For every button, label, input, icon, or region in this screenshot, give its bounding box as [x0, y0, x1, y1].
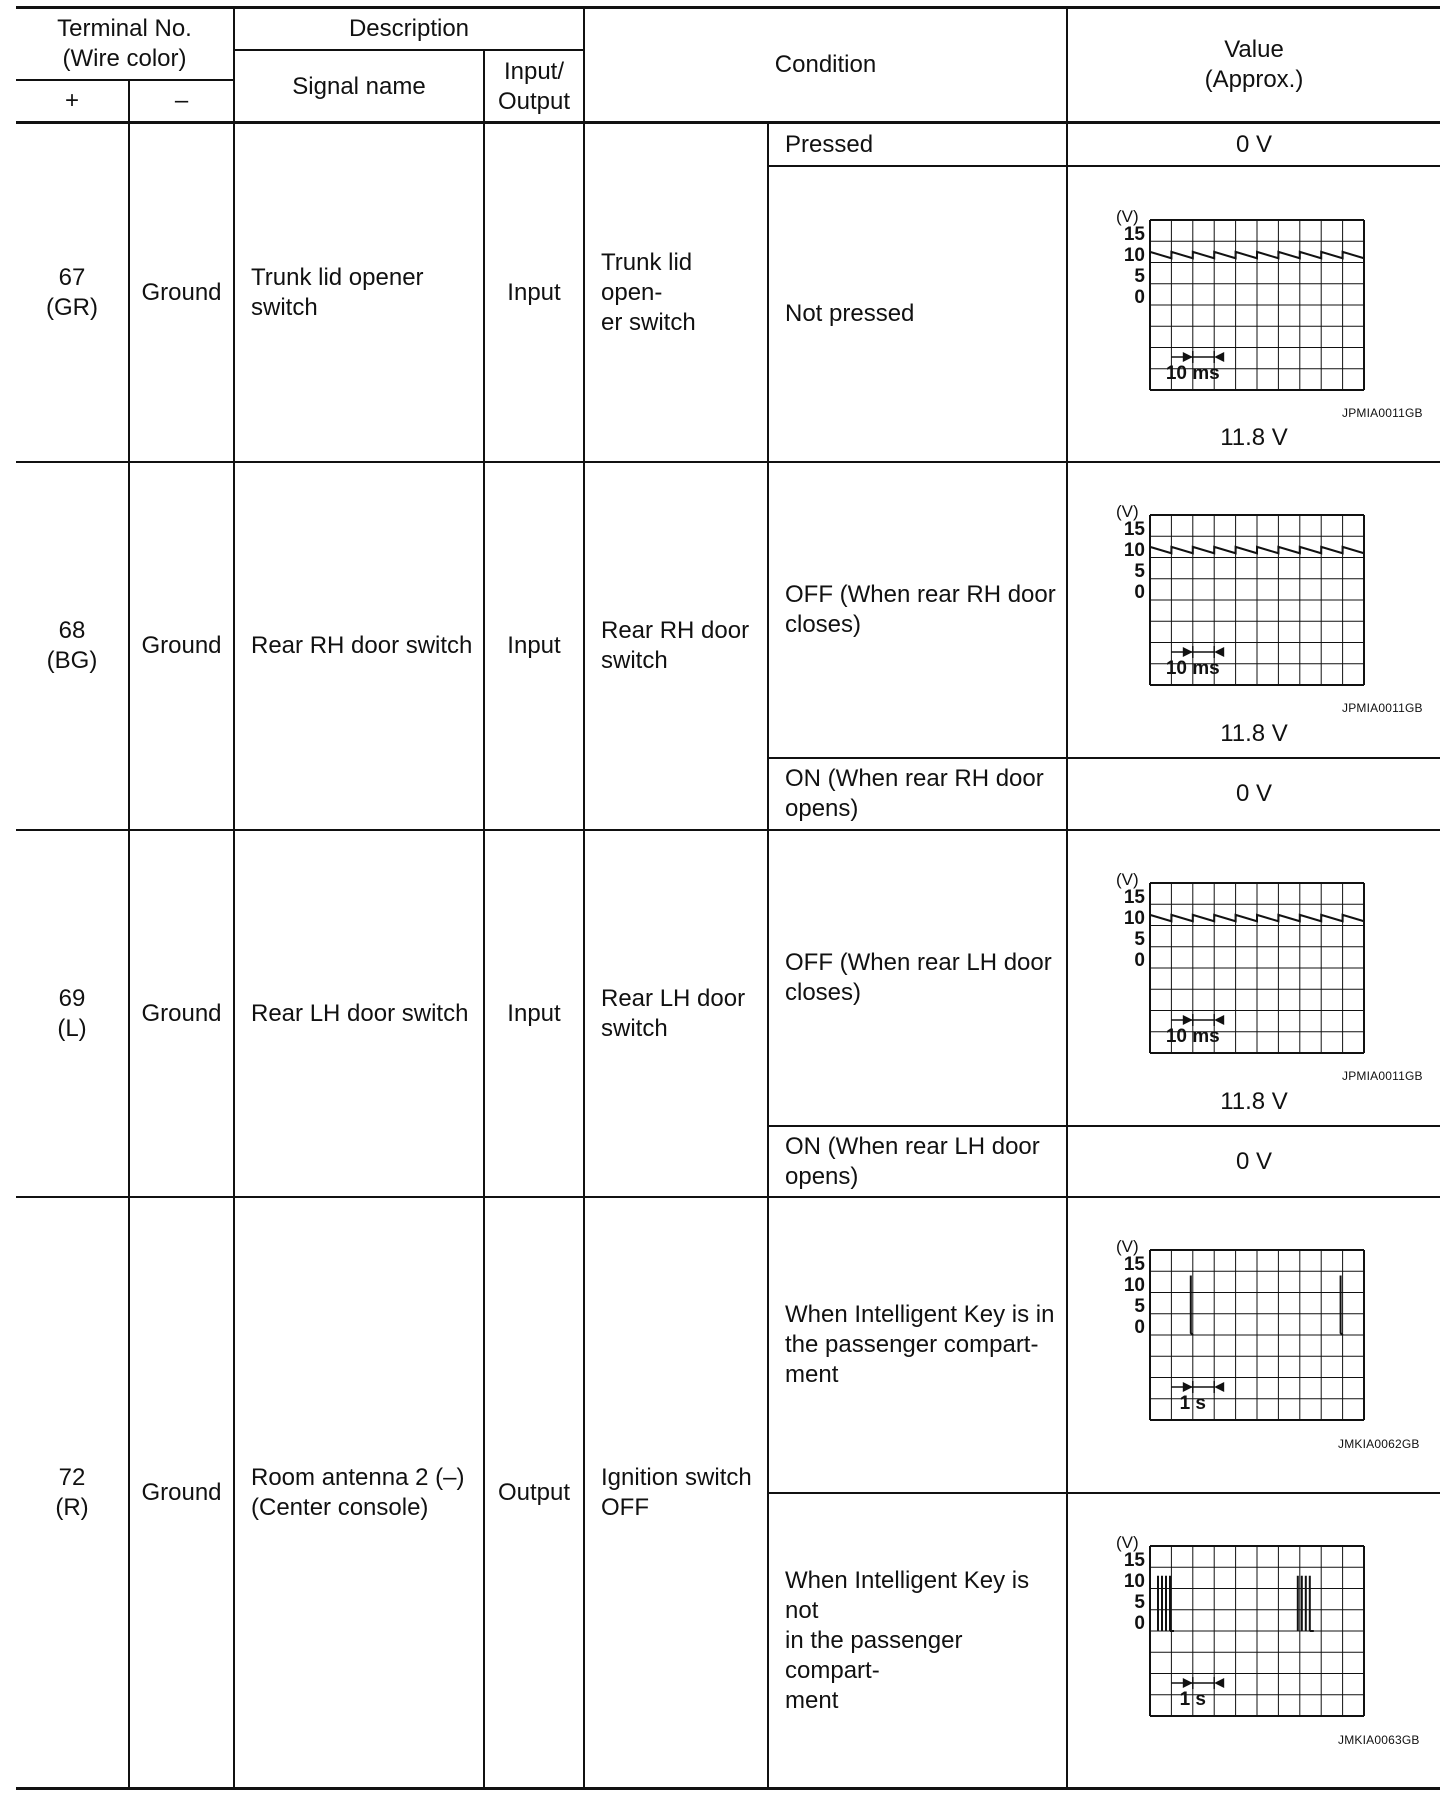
axis-tick-label: 15 [1123, 887, 1145, 908]
time-scale-arrow [1214, 352, 1224, 362]
time-scale-label: 1 s [1179, 1393, 1207, 1414]
condition-main: Trunk lid open- er switch [601, 248, 696, 336]
figure-code: JPMIA0011GB [1342, 1069, 1423, 1083]
axis-tick-label: 0 [1134, 287, 1145, 308]
condition-state: When Intelligent Key is in the passenger compart- ment [785, 1301, 1055, 1388]
axis-unit-label: (V) [1116, 870, 1139, 889]
axis-tick-label: 5 [1134, 266, 1145, 287]
condition-state: Pressed [785, 130, 874, 158]
time-scale-arrow [1183, 647, 1193, 657]
oscilloscope-waveform [1115, 870, 1365, 1058]
terminal-number: 72 (R) [55, 1463, 89, 1521]
time-scale-arrow [1183, 1678, 1193, 1688]
axis-tick-label: 0 [1134, 1317, 1145, 1338]
header-input-output: Input/ Output [497, 57, 571, 115]
signal-name: Trunk lid opener switch [251, 263, 424, 321]
oscilloscope-waveform [1115, 1237, 1365, 1425]
signal-name: Room antenna 2 (–) (Center console) [251, 1463, 465, 1521]
waveform-trace [1150, 547, 1364, 553]
terminal-number: 68 (BG) [46, 617, 98, 674]
axis-tick-label: 10 [1123, 245, 1145, 266]
axis-unit-label: (V) [1116, 1237, 1139, 1256]
value-text: 0 V [1235, 1147, 1273, 1175]
figure-code: JPMIA0011GB [1342, 406, 1423, 420]
header-condition: Condition [774, 51, 877, 78]
terminal-number: 67 (GR) [46, 263, 98, 321]
value-text: 0 V [1235, 130, 1273, 158]
waveform-svg [1115, 502, 1365, 690]
time-scale-label: 10 ms [1165, 1026, 1220, 1047]
terminal-ground: Ground [141, 632, 222, 659]
waveform-svg [1115, 1237, 1365, 1425]
table-bottom-rule [16, 1787, 1440, 1790]
axis-unit-label: (V) [1116, 502, 1139, 521]
axis-tick-label: 5 [1134, 561, 1145, 582]
axis-tick-label: 10 [1123, 540, 1145, 561]
header-minus: – [174, 87, 189, 114]
waveform-trace [1150, 252, 1364, 258]
header-plus: + [64, 87, 79, 114]
value-text: 11.8 V [1220, 424, 1288, 451]
axis-tick-label: 15 [1123, 519, 1145, 540]
input-output: Input [507, 632, 561, 659]
value-text: 0 V [1235, 780, 1273, 807]
oscilloscope-waveform [1115, 502, 1365, 690]
header-terminal-no: Terminal No. (Wire color) [57, 14, 192, 72]
waveform-trace [1191, 1276, 1343, 1336]
terminal-ground: Ground [141, 278, 222, 306]
col-rule [1066, 6, 1068, 1789]
terminal-ground: Ground [141, 999, 222, 1027]
time-scale-arrow [1183, 1382, 1193, 1392]
header-value: Value (Approx.) [1204, 36, 1304, 93]
waveform-trace [1150, 915, 1364, 921]
time-scale-label: 10 ms [1165, 658, 1220, 679]
input-output: Input [507, 278, 561, 306]
figure-code: JPMIA0011GB [1342, 701, 1423, 715]
signal-name: Rear LH door switch [251, 999, 469, 1027]
condition-state: ON (When rear LH door opens) [785, 1132, 1040, 1190]
axis-tick-label: 15 [1123, 1550, 1145, 1571]
condition-state: ON (When rear RH door opens) [785, 765, 1044, 822]
time-scale-label: 10 ms [1165, 363, 1220, 384]
axis-unit-label: (V) [1116, 207, 1139, 226]
time-scale-arrow [1183, 352, 1193, 362]
axis-tick-label: 0 [1134, 1613, 1145, 1634]
condition-state: OFF (When rear RH door closes) [785, 581, 1056, 638]
axis-tick-label: 0 [1134, 950, 1145, 971]
condition-main: Ignition switch OFF [601, 1463, 752, 1521]
axis-tick-label: 10 [1123, 1275, 1145, 1296]
input-output: Input [507, 999, 561, 1027]
axis-unit-label: (V) [1116, 1533, 1139, 1552]
axis-tick-label: 0 [1134, 582, 1145, 603]
figure-code: JMKIA0062GB [1338, 1437, 1420, 1451]
axis-tick-label: 15 [1123, 224, 1145, 245]
axis-tick-label: 5 [1134, 1296, 1145, 1317]
axis-tick-label: 5 [1134, 1592, 1145, 1613]
oscilloscope-waveform [1115, 1533, 1365, 1721]
time-scale-arrow [1214, 1015, 1224, 1025]
time-scale-arrow [1183, 1015, 1193, 1025]
axis-tick-label: 10 [1123, 908, 1145, 929]
signal-name: Rear RH door switch [251, 632, 473, 659]
terminal-ground: Ground [141, 1478, 222, 1506]
input-output: Output [497, 1478, 571, 1506]
axis-tick-label: 15 [1123, 1254, 1145, 1275]
axis-tick-label: 10 [1123, 1571, 1145, 1592]
condition-main: Rear RH door switch [601, 617, 750, 674]
waveform-svg [1115, 1533, 1365, 1721]
waveform-svg [1115, 207, 1365, 395]
header-description: Description [348, 14, 470, 42]
condition-state: When Intelligent Key is not in the passenger compart- ment [785, 1566, 1030, 1714]
value-text: 11.8 V [1220, 1088, 1288, 1115]
waveform-svg [1115, 870, 1365, 1058]
time-scale-arrow [1214, 1382, 1224, 1392]
oscilloscope-waveform [1115, 207, 1365, 395]
time-scale-label: 1 s [1179, 1689, 1207, 1710]
axis-tick-label: 5 [1134, 929, 1145, 950]
header-signal-name: Signal name [292, 72, 426, 100]
figure-code: JMKIA0063GB [1338, 1733, 1420, 1747]
condition-main: Rear LH door switch [601, 984, 746, 1042]
value-text: 11.8 V [1220, 720, 1288, 747]
terminal-number: 69 (L) [57, 984, 87, 1042]
condition-state: Not pressed [785, 300, 915, 327]
condition-state: OFF (When rear LH door closes) [785, 949, 1052, 1006]
time-scale-arrow [1214, 647, 1224, 657]
time-scale-arrow [1214, 1678, 1224, 1688]
